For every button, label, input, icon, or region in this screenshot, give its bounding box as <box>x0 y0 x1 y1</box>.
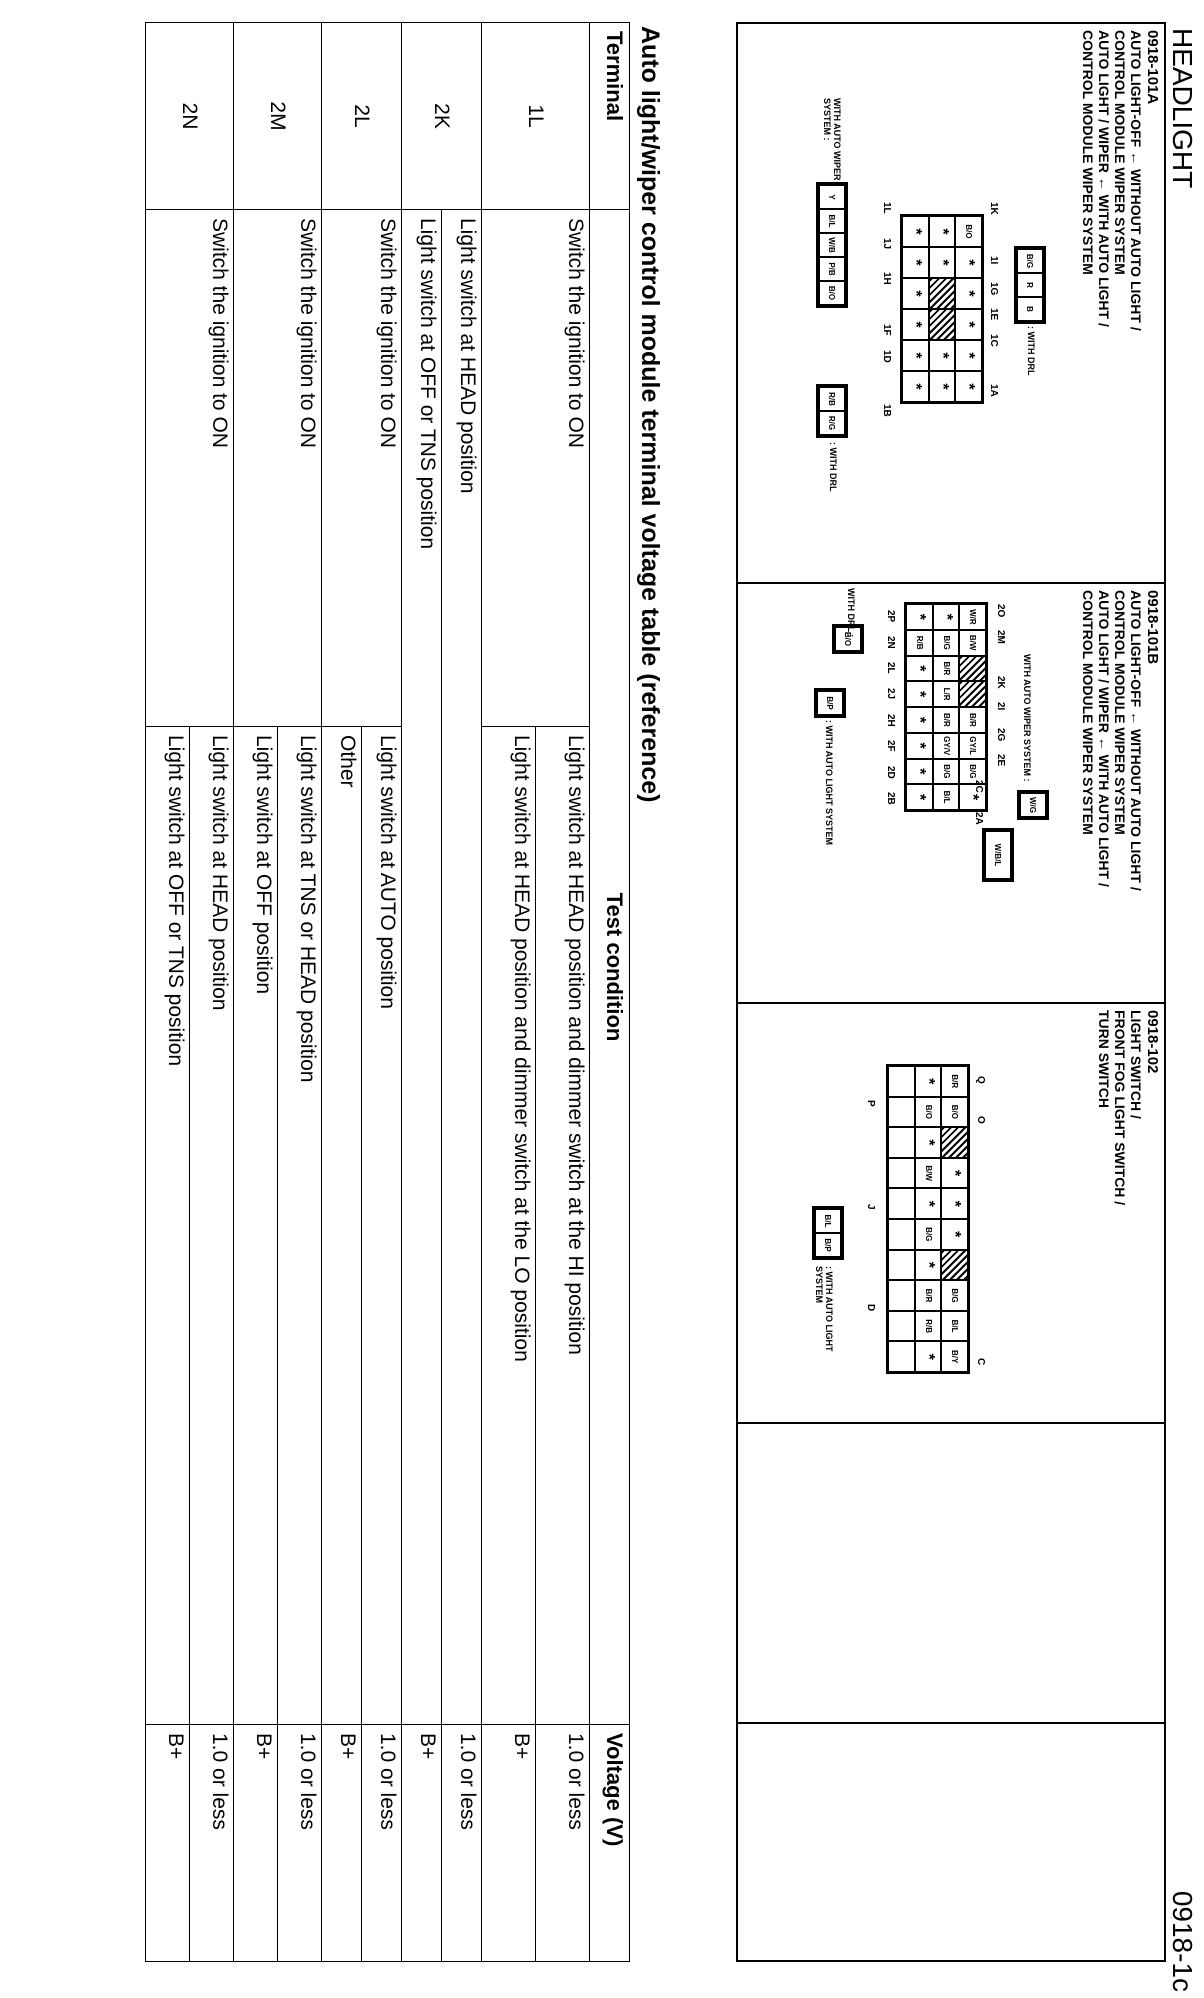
voltage-cell: 1.0 or less <box>278 1725 322 1962</box>
pin-label: 1A <box>988 384 999 397</box>
page-code: 0918-1c <box>1167 1890 1198 1992</box>
pin-label: J <box>865 1204 876 1210</box>
terminal-cell: 2N <box>146 23 234 210</box>
test-condition-cell: Switch the ignition to ON <box>482 210 590 727</box>
panel-title-line: AUTO LIGHT-OFF ← WITHOUT AUTO LIGHT / <box>1128 30 1144 331</box>
panel-title-line: CONTROL MODULE WIPER SYSTEM <box>1080 30 1096 275</box>
pin-label: 2I <box>995 702 1006 711</box>
empty-panel <box>738 1424 1164 1724</box>
connector-panel-101b <box>738 584 1164 1004</box>
pin-label: 1G <box>988 282 999 296</box>
table-row <box>190 23 234 1962</box>
test-condition-cell: Switch the ignition to ON <box>146 210 234 727</box>
sub-condition-cell: Light switch at HEAD position and dimmer switch at the HI position <box>536 727 590 1725</box>
wire-color: R/G <box>819 411 845 435</box>
with-auto-wiper-note: WITH AUTO WIPER SYSTEM : <box>822 98 842 181</box>
table-row <box>536 23 590 1962</box>
pin-label: 1F <box>881 324 892 336</box>
terminal-cell: 2M <box>234 23 322 210</box>
voltage-table-title: Auto light/wiper control module terminal voltage table (reference) <box>636 26 664 803</box>
voltage-header: Voltage (V) <box>590 1725 630 1962</box>
voltage-cell: 1.0 or less <box>536 1725 590 1962</box>
voltage-cell: B+ <box>146 1725 190 1962</box>
pin-label: 2D <box>885 766 896 779</box>
with-auto-light-note: : WITH AUTO LIGHT SYSTEM <box>824 720 834 845</box>
wire-color: B/P <box>817 691 843 715</box>
wire-color: B/G <box>1017 249 1043 273</box>
pin-label: 2M <box>995 630 1006 644</box>
pin-label: 2G <box>995 728 1006 742</box>
panel-title-line: CONTROL MODULE WIPER SYSTEM <box>1080 590 1096 835</box>
drl-bottom-mini-connector <box>816 384 848 438</box>
pin-label: 2F <box>885 740 896 752</box>
voltage-cell: 1.0 or less <box>362 1725 402 1962</box>
pin-label: Q <box>975 1076 986 1084</box>
test-condition-cell: Switch the ignition to ON <box>322 210 402 727</box>
panel-title-line: CONTROL MODULE WIPER SYSTEM <box>1112 30 1128 275</box>
main-connector-grid: B/O * * * * * * * * * * * * * * * <box>900 214 984 404</box>
page-header-title: HEADLIGHT <box>1167 28 1198 189</box>
sub-condition-cell: Light switch at HEAD position and dimmer switch at the LO position <box>482 727 536 1725</box>
panel-title-line: TURN SWITCH <box>1096 1010 1112 1108</box>
wire-color: W/B/L <box>985 831 1011 879</box>
pin-label: 1E <box>988 308 999 321</box>
sub-condition-cell: Light switch at HEAD position <box>190 727 234 1725</box>
with-auto-wiper-note: WITH AUTO WIPER SYSTEM : <box>1022 654 1032 782</box>
voltage-cell: 1.0 or less <box>442 1725 482 1962</box>
voltage-table <box>145 22 630 1962</box>
pin-label: 1H <box>881 272 892 285</box>
terminal-cell: 2L <box>322 23 402 210</box>
main-connector-grid: W/R B/W B/R GY/L B/G * * B/G B/R L/R B/R GY/V B/G B/L * R/B * * * * * * <box>904 602 988 812</box>
with-auto-light-note: : WITH AUTO LIGHT SYSTEM <box>814 1266 834 1352</box>
drl-mini-connector <box>832 624 864 654</box>
sub-condition-cell: Light switch at OFF or TNS position <box>146 727 190 1725</box>
pin-label: 2J <box>885 688 896 700</box>
panel-title-line: LIGHT SWITCH / <box>1128 1010 1144 1119</box>
panel-title-line: AUTO LIGHT / WIPER ← WITH AUTO LIGHT / <box>1096 590 1112 887</box>
connector-panel-101a <box>738 24 1164 584</box>
pin-label: 1C <box>988 334 999 347</box>
wire-color: R/B <box>819 387 845 411</box>
table-header-row <box>590 23 630 1962</box>
panel-code: 0918-101B <box>1144 590 1161 665</box>
wire-color: B/O <box>819 281 845 305</box>
pin-label: P <box>865 1100 876 1107</box>
switch-connector-grid: B/R B/O * * * B/G B/L B/Y * B/O * B/W * B/G * B/R R/B * <box>886 1064 970 1374</box>
pin-label: 1I <box>988 256 999 265</box>
auto-light-mini-connector <box>814 688 846 718</box>
table-row <box>442 23 482 1962</box>
test-condition-cell: Switch the ignition to ON <box>234 210 322 727</box>
test-condition-cell: Light switch at OFF or TNS position <box>402 210 442 1725</box>
sub-condition-cell: Light switch at TNS or HEAD position <box>278 727 322 1725</box>
pin-label: 2O <box>995 604 1006 618</box>
panel-code: 0918-102 <box>1144 1010 1161 1074</box>
wire-color: P/B <box>819 257 845 281</box>
voltage-cell: B+ <box>322 1725 362 1962</box>
empty-panel <box>738 1724 1164 1960</box>
test-condition-cell: Light switch at HEAD position <box>442 210 482 1725</box>
pin-label: 2P <box>885 610 896 623</box>
pin-label: 1B <box>881 404 892 417</box>
wire-color: B/O <box>835 627 861 651</box>
pin-label: 2C <box>973 780 984 793</box>
table-row <box>362 23 402 1962</box>
with-drl-note: WITH DRL : <box>846 588 856 638</box>
terminal-header: Terminal <box>590 23 630 210</box>
sub-condition-cell: Light switch at AUTO position <box>362 727 402 1725</box>
pin-label: 2K <box>995 676 1006 689</box>
auto-wiper-mini-connector <box>1017 790 1049 820</box>
condition-header: Test condition <box>590 210 630 1725</box>
pin-label: D <box>865 1304 876 1312</box>
connector-panel-102 <box>738 1004 1164 1424</box>
pin-label: 2B <box>885 792 896 805</box>
with-drl-note: : WITH DRL <box>1026 326 1036 376</box>
panel-title-line: CONTROL MODULE WIPER SYSTEM <box>1112 590 1128 835</box>
table-row <box>402 23 442 1962</box>
panel-code: 0918-101A <box>1144 30 1161 105</box>
panel-title-line: AUTO LIGHT / WIPER ← WITH AUTO LIGHT / <box>1096 30 1112 327</box>
pin-label: 2E <box>995 754 1006 767</box>
wire-color: B/P <box>815 1233 841 1257</box>
wire-color: B/L <box>819 209 845 233</box>
pin-label: 1D <box>881 350 892 363</box>
pin-label: 2H <box>885 714 896 727</box>
wire-color: R <box>1017 273 1043 297</box>
wire-color: B/L <box>815 1209 841 1233</box>
pin-label: 1J <box>881 238 892 250</box>
drl-mini-connector <box>1014 246 1046 324</box>
terminal-cell: 2K <box>402 23 482 210</box>
pin-label: C <box>975 1358 986 1366</box>
pin-label: 1K <box>988 202 999 215</box>
auto-wiper-mini-connector <box>816 182 848 308</box>
pin-label: 2L <box>885 662 896 674</box>
with-drl-note-bottom: : WITH DRL <box>828 442 838 492</box>
wire-color: B <box>1017 297 1043 321</box>
pin-label: 2N <box>885 636 896 649</box>
panel-title-line: AUTO LIGHT-OFF ← WITHOUT AUTO LIGHT / <box>1128 590 1144 891</box>
terminal-cell: 1L <box>482 23 590 210</box>
wire-color: W/B <box>819 233 845 257</box>
auto-wiper-mini-connector-2 <box>982 828 1014 882</box>
voltage-cell: B+ <box>234 1725 278 1962</box>
voltage-cell: B+ <box>402 1725 442 1962</box>
pin-label: 2A <box>973 812 984 825</box>
table-row <box>278 23 322 1962</box>
wire-color: Y <box>819 185 845 209</box>
voltage-cell: B+ <box>482 1725 536 1962</box>
sub-condition-cell: Light switch at OFF position <box>234 727 278 1725</box>
pin-label: O <box>975 1116 986 1124</box>
sub-condition-cell: Other <box>322 727 362 1725</box>
wire-color: W/G <box>1020 793 1046 817</box>
auto-light-mini-connector <box>812 1206 844 1260</box>
connector-panel-box <box>736 22 1166 1962</box>
voltage-cell: 1.0 or less <box>190 1725 234 1962</box>
pin-label: 1L <box>881 202 892 214</box>
panel-title-line: FRONT FOG LIGHT SWITCH / <box>1112 1010 1128 1206</box>
